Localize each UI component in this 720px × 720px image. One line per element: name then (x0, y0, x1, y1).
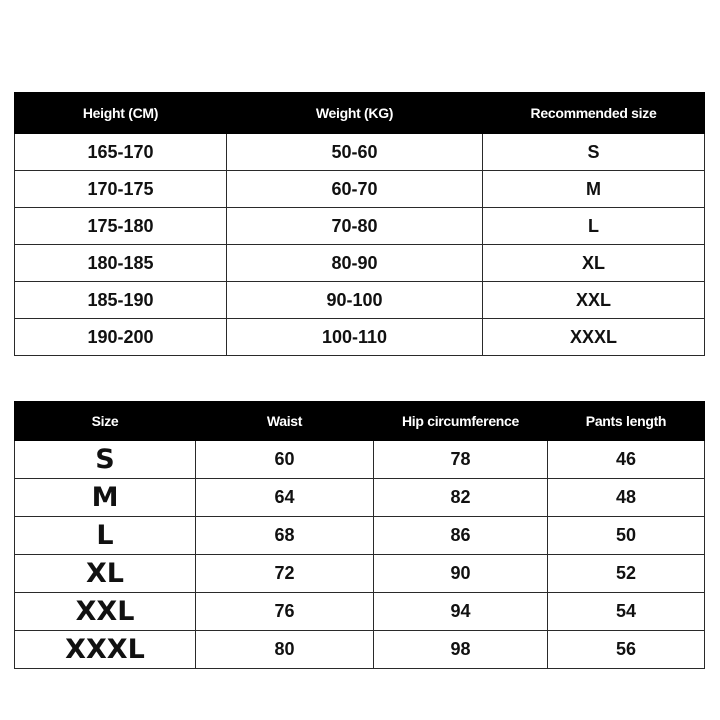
weight-cell: 70-80 (227, 208, 483, 245)
header-size: Size (15, 402, 196, 441)
header-height: Height (CM) (15, 93, 227, 134)
size-cell: S (15, 441, 196, 479)
table-row (15, 134, 705, 171)
weight-cell: 80-90 (227, 245, 483, 282)
height-cell: 180-185 (15, 245, 227, 282)
pants-length-cell: 52 (548, 555, 705, 593)
height-cell: 165-170 (15, 134, 227, 171)
waist-cell: 76 (196, 593, 374, 631)
table-row (15, 517, 705, 555)
size-cell: L (483, 208, 705, 245)
table-row (15, 245, 705, 282)
waist-cell: 64 (196, 479, 374, 517)
pants-length-cell: 48 (548, 479, 705, 517)
weight-cell: 60-70 (227, 171, 483, 208)
pants-length-cell: 46 (548, 441, 705, 479)
height-cell: 185-190 (15, 282, 227, 319)
size-cell: M (15, 479, 196, 517)
height-cell: 190-200 (15, 319, 227, 356)
weight-cell: 90-100 (227, 282, 483, 319)
size-cell: XL (483, 245, 705, 282)
hip-cell: 78 (374, 441, 548, 479)
table-row (15, 631, 705, 669)
hip-cell: 94 (374, 593, 548, 631)
measurement-table (14, 401, 705, 669)
height-cell: 175-180 (15, 208, 227, 245)
size-cell: XXXL (483, 319, 705, 356)
height-cell: 170-175 (15, 171, 227, 208)
pants-length-cell: 56 (548, 631, 705, 669)
table-row (15, 319, 705, 356)
weight-cell: 100-110 (227, 319, 483, 356)
header-hip-circumference: Hip circumference (374, 402, 548, 441)
waist-cell: 80 (196, 631, 374, 669)
size-cell: S (483, 134, 705, 171)
waist-cell: 72 (196, 555, 374, 593)
table-header-row (15, 402, 705, 441)
table-row (15, 282, 705, 319)
pants-length-cell: 50 (548, 517, 705, 555)
pants-length-cell: 54 (548, 593, 705, 631)
size-cell: XXXL (15, 631, 196, 669)
height-weight-size-table (14, 92, 705, 356)
header-recommended-size: Recommended size (483, 93, 705, 134)
size-cell: XXL (15, 593, 196, 631)
size-cell: XL (15, 555, 196, 593)
header-waist: Waist (196, 402, 374, 441)
table-row (15, 441, 705, 479)
size-cell: XXL (483, 282, 705, 319)
waist-cell: 60 (196, 441, 374, 479)
table-row (15, 593, 705, 631)
table-row (15, 555, 705, 593)
waist-cell: 68 (196, 517, 374, 555)
hip-cell: 86 (374, 517, 548, 555)
hip-cell: 98 (374, 631, 548, 669)
hip-cell: 90 (374, 555, 548, 593)
header-pants-length: Pants length (548, 402, 705, 441)
table-row (15, 208, 705, 245)
weight-cell: 50-60 (227, 134, 483, 171)
size-cell: M (483, 171, 705, 208)
table-header-row (15, 93, 705, 134)
hip-cell: 82 (374, 479, 548, 517)
table-row (15, 171, 705, 208)
table-row (15, 479, 705, 517)
size-cell: L (15, 517, 196, 555)
header-weight: Weight (KG) (227, 93, 483, 134)
